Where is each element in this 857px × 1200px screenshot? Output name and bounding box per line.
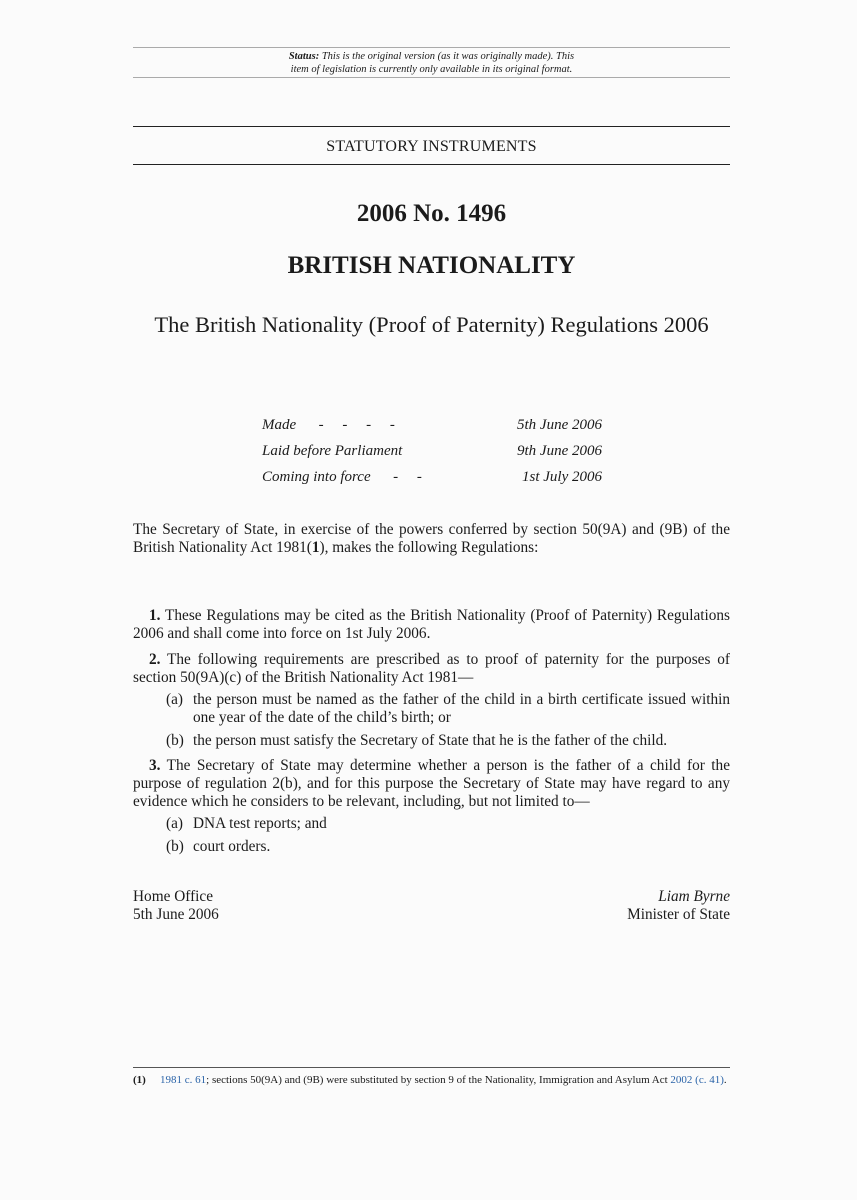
list-item-text: the person must satisfy the Secretary of State that he is the father of the child. (193, 732, 668, 749)
regulation-number: 1. (149, 607, 161, 624)
date-value: 5th June 2006 (517, 417, 602, 433)
status-banner (133, 47, 730, 78)
regulation-number: 2. (149, 651, 161, 668)
list-item (166, 732, 730, 750)
preamble-text-end: ), makes the following Regulations: (319, 539, 539, 556)
footnote-link-1981-act[interactable]: 1981 c. 61 (160, 1074, 207, 1086)
date-row-made (262, 417, 602, 443)
signature-date: 5th June 2006 (133, 906, 219, 923)
footnote-end: . (723, 1074, 727, 1086)
list-item (166, 815, 730, 833)
divider (133, 126, 730, 127)
footnote-label: (1) (133, 1074, 146, 1086)
regulation-3 (133, 757, 730, 811)
list-item-label: (a) (166, 691, 183, 708)
status-text-line2: item of legislation is currently only available in its original format. (290, 64, 573, 75)
divider (133, 164, 730, 165)
date-label: Laid before Parliament (262, 443, 403, 459)
signature-block (627, 888, 730, 924)
date-value: 9th June 2006 (517, 443, 602, 459)
date-row-in-force (262, 469, 602, 495)
list-item (166, 838, 730, 856)
regulation-1 (133, 607, 730, 643)
list-item-text: the person must be named as the father of the child in a birth certificate issued within one year of the date of the child’s birth; or (193, 691, 730, 726)
page-title: The British Nationality (Proof of Paternity) Regulations 2006 (154, 312, 709, 337)
regulation-text: The following requirements are prescribed as to proof of paternity for the purposes of section 50(9A)(c) of the British Nationality Act 1981— (133, 651, 730, 686)
list-item-label: (b) (166, 732, 184, 749)
list-item-label: (b) (166, 838, 184, 855)
list-item (166, 691, 730, 727)
preamble (133, 521, 730, 557)
signatory-name: Liam Byrne (658, 888, 730, 905)
legislation-page (133, 0, 730, 1200)
signature-office-block (133, 888, 219, 924)
date-value: 1st July 2006 (522, 469, 602, 485)
status-text-line1: This is the original version (as it was originally made). This (321, 51, 575, 62)
footnote-link-2002-act[interactable]: 2002 (c. 41) (670, 1074, 724, 1086)
signatory-role: Minister of State (627, 906, 730, 923)
instrument-number: 2006 No. 1496 (356, 200, 507, 227)
footnote-divider (133, 1067, 730, 1068)
dates-table (262, 417, 602, 495)
regulation-text: The Secretary of State may determine whether a person is the father of a child for the purpose of regulation 2(b), and for this purpose the Secretary of State may have regard to any evidence which he considers to be relevant, including, but not limited to— (133, 757, 730, 810)
preamble-text: The Secretary of State, in exercise of the powers conferred by section 50(9A) and (9B) of the British Nationality Act 1981( (133, 521, 730, 556)
list-item-text: court orders. (193, 838, 271, 855)
subject-heading: BRITISH NATIONALITY (287, 252, 576, 279)
date-label: Made - - - - (262, 417, 395, 433)
list-item-text: DNA test reports; and (193, 815, 327, 832)
date-label: Coming into force - - (262, 469, 422, 485)
series-heading: STATUTORY INSTRUMENTS (326, 138, 537, 155)
footnote-text: ; sections 50(9A) and (9B) were substituted by section 9 of the Nationality, Immigration and Asylum Act (206, 1074, 671, 1086)
regulation-number: 3. (149, 757, 161, 774)
regulation-2 (133, 651, 730, 687)
regulation-text: These Regulations may be cited as the British Nationality (Proof of Paternity) Regulations 2006 and shall come into force on 1st July 2006. (133, 607, 730, 642)
footnote (133, 1074, 730, 1088)
signature-office: Home Office (133, 888, 213, 905)
date-row-laid (262, 443, 602, 469)
footnote-reference[interactable]: 1 (311, 539, 320, 556)
list-item-label: (a) (166, 815, 183, 832)
status-label: Status: (288, 51, 320, 62)
